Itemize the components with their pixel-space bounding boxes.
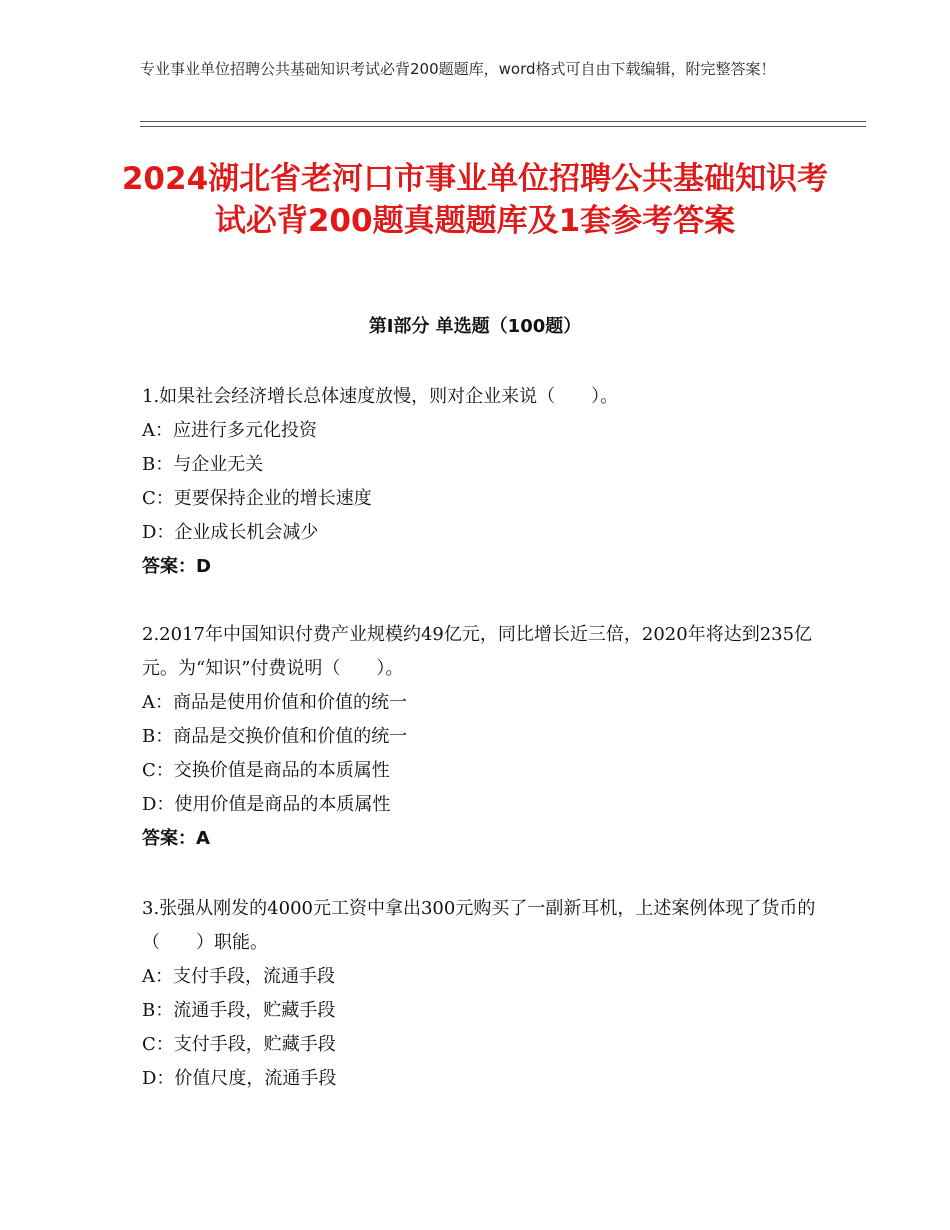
section-title: 第I部分 单选题（100题） [368, 316, 582, 337]
option-c: C：更要保持企业的增长速度 [142, 488, 372, 509]
option-a: A：支付手段，流通手段 [142, 966, 335, 987]
option-c: C：交换价值是商品的本质属性 [142, 760, 390, 781]
option-b: B：商品是交换价值和价值的统一 [142, 726, 408, 747]
question-2 [142, 618, 822, 856]
question-3 [142, 892, 822, 1096]
option-b: B：流通手段，贮藏手段 [142, 1000, 336, 1021]
option-d: D：企业成长机会减少 [142, 522, 319, 543]
option-a: A：应进行多元化投资 [142, 420, 317, 441]
option-b: B：与企业无关 [142, 454, 264, 475]
option-c: C：支付手段，贮藏手段 [142, 1034, 336, 1055]
document-title: 2024湖北省老河口市事业单位招聘公共基础知识考试必背200题真题题库及1套参考答案 [121, 161, 829, 239]
answer: 答案：A [142, 828, 210, 849]
question-stem: 1.如果社会经济增长总体速度放慢，则对企业来说（ ）。 [142, 386, 619, 407]
header-note: 专业事业单位招聘公共基础知识考试必背200题题库，word格式可自由下载编辑，附完整答案！ [140, 60, 776, 78]
header-divider [140, 121, 866, 127]
question-stem: 3.张强从刚发的4000元工资中拿出300元购买了一副新耳机，上述案例体现了货币的（ ）职能。 [142, 898, 816, 953]
option-d: D：价值尺度，流通手段 [142, 1068, 337, 1089]
question-1 [142, 380, 822, 584]
option-a: A：商品是使用价值和价值的统一 [142, 692, 407, 713]
question-stem: 2.2017年中国知识付费产业规模约49亿元，同比增长近三倍，2020年将达到235亿元。为“知识”付费说明（ ）。 [142, 624, 813, 679]
option-d: D：使用价值是商品的本质属性 [142, 794, 391, 815]
answer: 答案：D [142, 556, 211, 577]
